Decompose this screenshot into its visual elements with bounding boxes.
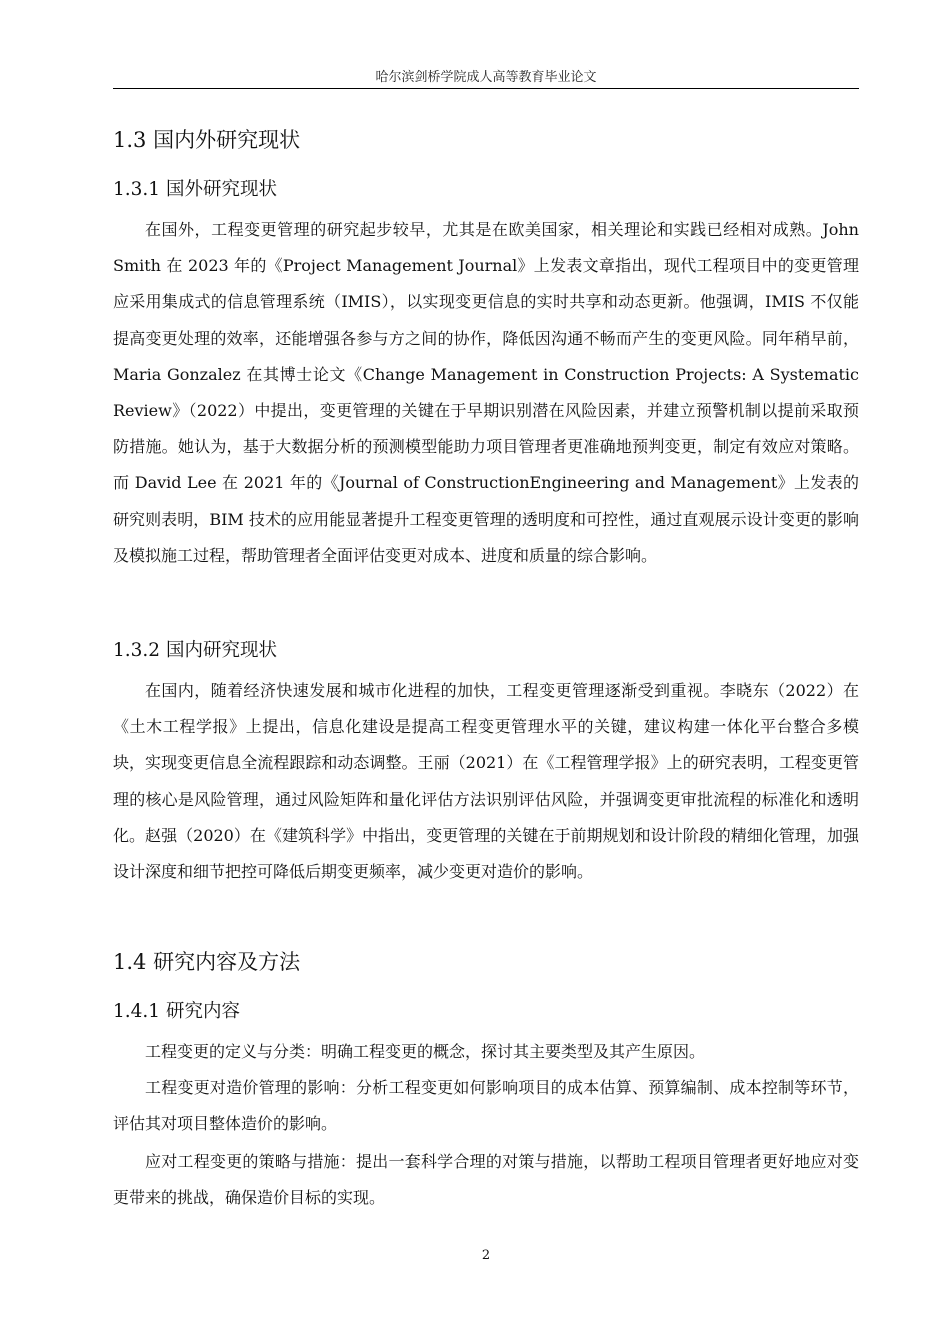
paragraph-content-strategy: 应对工程变更的策略与措施：提出一套科学合理的对策与措施，以帮助工程项目管理者更好地应对变更带来的挑战，确保造价目标的实现。 (113, 1152, 859, 1208)
page-number: 2 (481, 1248, 491, 1263)
section-heading-1-3: 1.3 国内外研究现状 (113, 128, 301, 152)
paragraph-domestic-research: 在国内，随着经济快速发展和城市化进程的加快，工程变更管理逐渐受到重视。李晓东（2022）在《土木工程学报》上提出，信息化建设是提高工程变更管理水平的关键，建议构建一体化平台整合多模块，实现变更信息全流程跟踪和动态调整。王丽（2021）在《工程管理学报》上的研究表明，工程变更管理的核心是风险管理，通过风险矩阵和量化评估方法识别评估风险，并强调变更审批流程的标准化和透明化。赵强（2020）在《建筑科学》中指出，变更管理的关键在于前期规划和设计阶段的精细化管理，加强设计深度和细节把控可降低后期变更频率，减少变更对造价的影响。 (113, 681, 859, 882)
subsection-heading-1-4-1: 1.4.1 研究内容 (113, 1001, 240, 1022)
paragraph-content-impact: 工程变更对造价管理的影响：分析工程变更如何影响项目的成本估算、预算编制、成本控制等环节，评估其对项目整体造价的影响。 (113, 1078, 859, 1134)
paragraph-foreign-research: 在国外，工程变更管理的研究起步较早，尤其是在欧美国家，相关理论和实践已经相对成熟。John Smith 在 2023 年的《Project Management Journal》上发表文章指出，现代工程项目中的变更管理应采用集成式的信息管理系统（IMIS），以实现变更信息的实时共享和动态更新。他强调，IMIS 不仅能提高变更处理的效率，还能增强各参与方之间的协作，降低因沟通不畅而产生的变更风险。同年稍早前，Maria Gonzalez 在其博士论文《Change Management in Construction Projects: A Systematic Review》（2022）中提出，变更管理的关键在于早期识别潜在风险因素，并建立预警机制以提前采取预防措施。她认为，基于大数据分析的预测模型能助力项目管理者更准确地预判变更，制定有效应对策略。而 David Lee 在 2021 年的《Journal of ConstructionEngineering and Management》上发表的研究则表明，BIM 技术的应用能显著提升工程变更管理的透明度和可控性，通过直观展示设计变更的影响及模拟施工过程，帮助管理者全面评估变更对成本、进度和质量的综合影响。 (113, 220, 859, 565)
running-header: 哈尔滨剑桥学院成人高等教育毕业论文 (375, 70, 597, 85)
subsection-heading-1-3-2: 1.3.2 国内研究现状 (113, 640, 277, 661)
subsection-heading-1-3-1: 1.3.1 国外研究现状 (113, 179, 277, 200)
header-rule (113, 88, 859, 89)
section-heading-1-4: 1.4 研究内容及方法 (113, 950, 301, 974)
paragraph-content-definition: 工程变更的定义与分类：明确工程变更的概念，探讨其主要类型及其产生原因。 (145, 1042, 706, 1061)
